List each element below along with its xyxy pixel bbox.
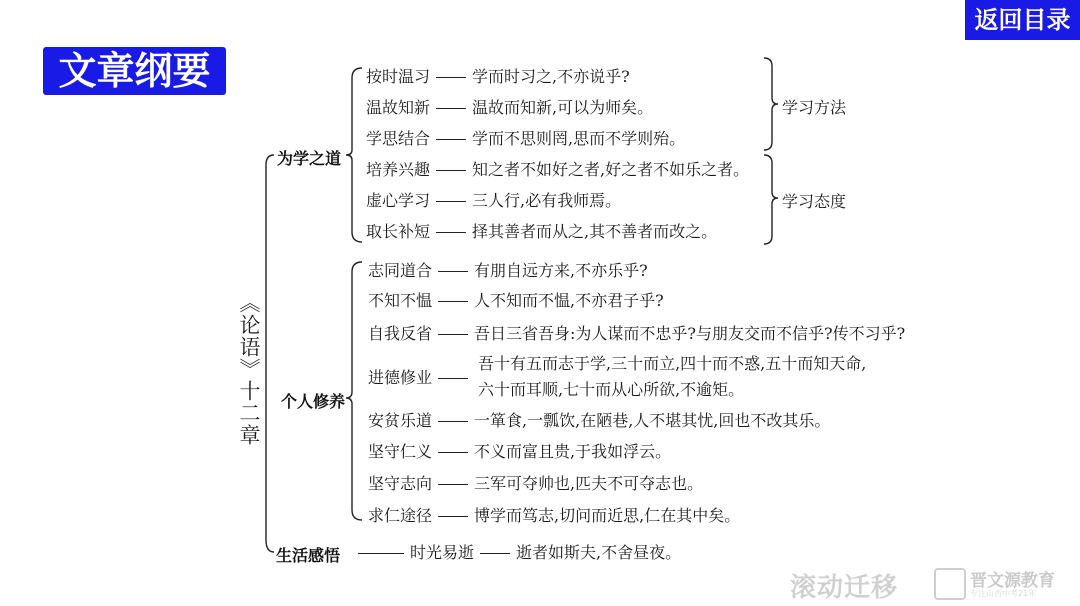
cultivation-item: 坚守志向 三军可夺帅也,匹夫不可夺志也。 [368, 474, 704, 493]
cultivation-item: 志同道合 有朋自远方来,不亦乐乎? [368, 261, 648, 280]
study-item: 虚心学习 三人行,必有我师焉。 [366, 191, 622, 210]
cultivation-item: 求仁途径 博学而笃志,切问而近思,仁在其中矣。 [368, 506, 741, 525]
branch-study: 为学之道 [277, 149, 342, 168]
study-item: 学思结合 学而不思则罔,思而不学则殆。 [366, 129, 686, 148]
root-title: 《论语》十二章 [237, 292, 261, 446]
cultivation-item-line2: 六十而耳顺,七十而从心所欲,不逾矩。 [478, 380, 745, 399]
cultivation-bracket [346, 262, 362, 520]
cultivation-item: 自我反省 吾日三省吾身:为人谋而不忠乎?与朋友交而不信乎?传不习乎? [368, 324, 906, 343]
method-bracket [764, 58, 778, 150]
watermark-sub: 专注山西中考21年 [970, 589, 1037, 598]
watermark-slogan: 滚动迁移 [790, 573, 899, 603]
attitude-bracket [764, 155, 778, 244]
watermark-brand: 晋文源教育 [970, 571, 1055, 591]
study-bracket [346, 68, 362, 242]
cultivation-item: 不知不愠 人不知而不愠,不亦君子乎? [368, 291, 664, 310]
brand-logo-icon [934, 568, 966, 600]
cultivation-item: 坚守仁义 不义而富且贵,于我如浮云。 [368, 442, 672, 461]
branch-cultivation: 个人修养 [281, 392, 346, 411]
root-bracket [266, 155, 274, 552]
back-to-contents-button[interactable]: 返回目录 [965, 0, 1080, 40]
cultivation-item: 安贫乐道 一箪食,一瓢饮,在陋巷,人不堪其忧,回也不改其乐。 [368, 411, 831, 430]
tag-learning-attitude: 学习态度 [782, 192, 847, 211]
study-item: 按时温习 学而时习之,不亦说乎? [366, 67, 630, 86]
study-item: 取长补短 择其善者而从之,其不善者而改之。 [366, 222, 718, 241]
study-item: 培养兴趣 知之者不如好之者,好之者不如乐之者。 [366, 160, 750, 179]
cultivation-item: 进德修业 [368, 368, 474, 388]
life-item: 时光易逝 逝者如斯夫,不舍昼夜。 [352, 543, 681, 563]
cultivation-item-line1: 吾十有五而志于学,三十而立,四十而不惑,五十而知天命, [478, 354, 867, 373]
tag-learning-method: 学习方法 [782, 98, 847, 117]
branch-life: 生活感悟 [276, 546, 341, 565]
study-item: 温故知新 温故而知新,可以为师矣。 [366, 98, 654, 117]
page-title: 文章纲要 [43, 47, 226, 95]
